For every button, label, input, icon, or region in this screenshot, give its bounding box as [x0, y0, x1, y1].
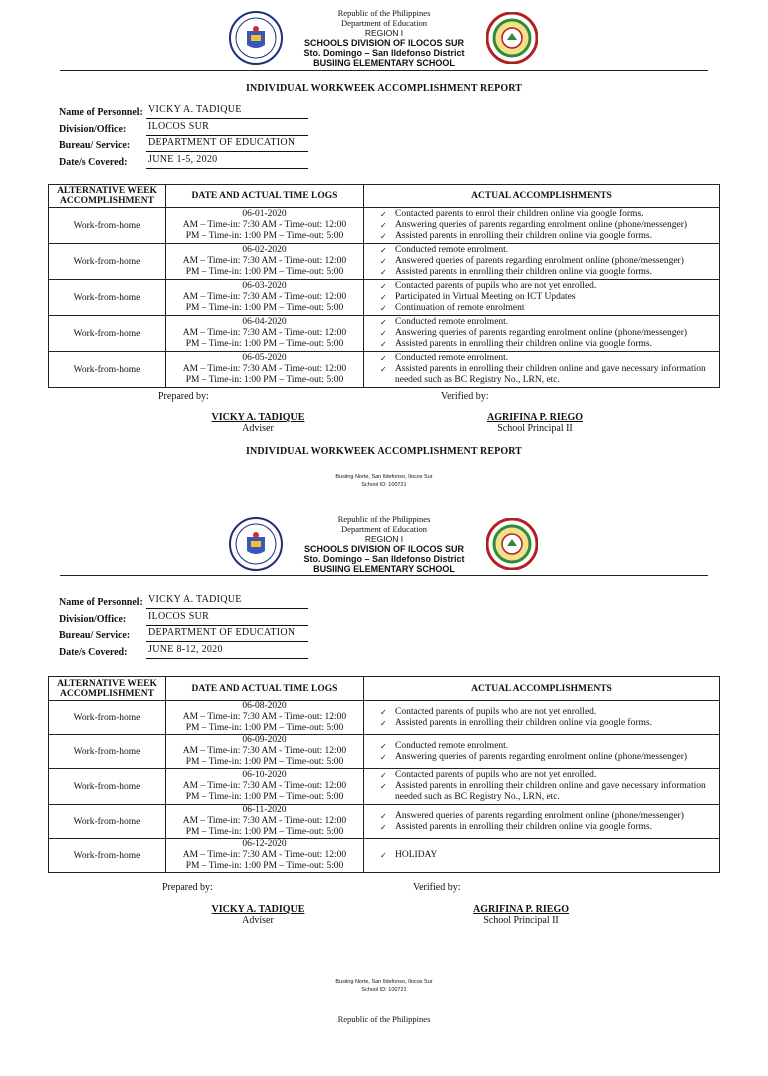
preparer-name: VICKY A. TADIQUE [211, 412, 305, 423]
report-title-repeat: INDIVIDUAL WORKWEEK ACCOMPLISHMENT REPORT [246, 446, 522, 457]
department-line: Department of Education [341, 18, 427, 28]
col-header-mode: ALTERNATIVE WEEK ACCOMPLISHMENT [49, 677, 166, 701]
pm-time-log: PM – Time-in: 1:00 PM – Time-out: 5:00 [185, 231, 344, 241]
accomplishment-item: ✓ Conducted remote enrolment. [380, 353, 719, 364]
work-mode-cell: Work-from-home [49, 316, 166, 352]
accomplishment-cell [364, 208, 720, 244]
time-log-cell [166, 316, 364, 352]
pm-time-log: PM – Time-in: 1:00 PM – Time-out: 5:00 [185, 827, 344, 837]
personnel-label: Name of Personnel: [59, 597, 143, 608]
log-date: 06-09-2020 [242, 735, 287, 745]
accomplishment-cell [364, 769, 720, 805]
accomplishment-item: ✓ Assisted parents in enrolling their children online and gave necessary information needed such as BC Registry No., LRN, etc. [380, 781, 719, 803]
accomplishment-item: ✓ Assisted parents in enrolling their children online via google forms. [380, 822, 719, 833]
work-mode-cell: Work-from-home [49, 280, 166, 316]
log-date: 06-04-2020 [242, 317, 287, 327]
preparer-name: VICKY A. TADIQUE [211, 904, 305, 915]
header-divider [60, 70, 708, 71]
log-date: 06-10-2020 [242, 770, 287, 780]
accomplishment-cell [364, 701, 720, 735]
dates-label: Date/s Covered: [59, 156, 128, 168]
verifier-role: School Principal II [483, 915, 559, 926]
letterhead [0, 514, 768, 576]
accomplishment-item: ✓ Assisted parents in enrolling their children online via google forms. [380, 231, 719, 242]
dates-label: Date/s Covered: [59, 646, 128, 658]
time-log-cell [166, 244, 364, 280]
preparer-role: Adviser [242, 915, 274, 926]
time-log-cell [166, 769, 364, 805]
accomplishment-item: ✓ Contacted parents of pupils who are not yet enrolled. [380, 707, 719, 718]
work-mode-cell: Work-from-home [49, 839, 166, 873]
work-mode-cell: Work-from-home [49, 769, 166, 805]
log-date: 06-11-2020 [242, 805, 287, 815]
accomplishment-item: ✓ Conducted remote enrolment. [380, 317, 719, 328]
work-mode-cell: Work-from-home [49, 805, 166, 839]
am-time-log: AM – Time-in: 7:30 AM - Time-out: 12:00 [182, 364, 347, 374]
log-date: 06-05-2020 [242, 353, 287, 363]
pm-time-log: PM – Time-in: 1:00 PM – Time-out: 5:00 [185, 757, 344, 767]
report-title: INDIVIDUAL WORKWEEK ACCOMPLISHMENT REPORT [246, 83, 522, 94]
personnel-info [59, 104, 319, 170]
report-page-3 [0, 1014, 768, 1076]
table-row [49, 316, 720, 352]
time-log-cell [166, 839, 364, 873]
verified-by-label: Verified by: [441, 391, 489, 402]
pm-time-log: PM – Time-in: 1:00 PM – Time-out: 5:00 [185, 375, 344, 385]
accomplishment-table [48, 184, 720, 388]
region-line: REGION I [364, 534, 404, 544]
time-log-cell [166, 701, 364, 735]
verified-by-label: Verified by: [413, 882, 461, 893]
department-line: Department of Education [341, 524, 427, 534]
time-log-cell [166, 805, 364, 839]
time-log-cell [166, 735, 364, 769]
accomplishment-table [48, 676, 720, 873]
col-header-accomplishments: ACTUAL ACCOMPLISHMENTS [364, 185, 720, 208]
col-header-mode: ALTERNATIVE WEEK ACCOMPLISHMENT [49, 185, 166, 208]
verifier-block [446, 904, 596, 926]
school-line: BUSIING ELEMENTARY SCHOOL [313, 58, 455, 68]
accomplishment-item: ✓ Assisted parents in enrolling their children online via google forms. [380, 718, 719, 729]
accomplishment-item: ✓ Assisted parents in enrolling their children online via google forms. [380, 339, 719, 350]
table-row [49, 244, 720, 280]
accomplishment-cell [364, 280, 720, 316]
district-line: Sto. Domingo – San Ildefonso District [303, 554, 465, 564]
preparer-block [200, 412, 316, 434]
letterhead [0, 1014, 768, 1076]
republic-line: Republic of the Philippines [337, 1014, 431, 1024]
accomplishment-cell [364, 735, 720, 769]
work-mode-cell: Work-from-home [49, 735, 166, 769]
prepared-by-label: Prepared by: [162, 882, 213, 893]
school-line: BUSIING ELEMENTARY SCHOOL [313, 564, 455, 574]
personnel-name: VICKY A. TADIQUE [146, 104, 308, 119]
footer-school-id: School ID: 100721 [361, 482, 407, 488]
table-body [49, 701, 720, 873]
district-line: Sto. Domingo – San Ildefonso District [303, 48, 465, 58]
col-header-logs: DATE AND ACTUAL TIME LOGS [166, 677, 364, 701]
footer-address: Busiing Norte, San Ildefonso, Ilocos Sur [335, 474, 433, 480]
region-line: REGION I [364, 28, 404, 38]
accomplishment-cell [364, 316, 720, 352]
work-mode-cell: Work-from-home [49, 352, 166, 388]
am-time-log: AM – Time-in: 7:30 AM - Time-out: 12:00 [182, 220, 347, 230]
preparer-block [200, 904, 316, 926]
table-row [49, 735, 720, 769]
pm-time-log: PM – Time-in: 1:00 PM – Time-out: 5:00 [185, 792, 344, 802]
division-value: ILOCOS SUR [146, 611, 308, 626]
accomplishment-cell [364, 244, 720, 280]
dates-value: JUNE 8-12, 2020 [146, 644, 308, 659]
division-value: ILOCOS SUR [146, 121, 308, 136]
am-time-log: AM – Time-in: 7:30 AM - Time-out: 12:00 [182, 850, 347, 860]
accomplishment-cell [364, 805, 720, 839]
division-label: Division/Office: [59, 123, 127, 135]
accomplishment-item: ✓ Contacted parents of pupils who are not yet enrolled. [380, 770, 719, 781]
table-row [49, 701, 720, 735]
accomplishment-item: ✓ Participated in Virtual Meeting on ICT Updates [380, 292, 719, 303]
republic-line: Republic of the Philippines [337, 514, 431, 524]
log-date: 06-01-2020 [242, 209, 287, 219]
work-mode-cell: Work-from-home [49, 208, 166, 244]
personnel-name: VICKY A. TADIQUE [146, 594, 308, 609]
accomplishment-item: ✓ Contacted parents to enrol their children online via google forms. [380, 209, 719, 220]
preparer-role: Adviser [242, 423, 274, 434]
page-footer [0, 473, 768, 489]
footer-school-id: School ID: 100721 [361, 987, 407, 993]
personnel-label: Name of Personnel: [59, 107, 143, 118]
letterhead [0, 8, 768, 70]
col-header-logs: DATE AND ACTUAL TIME LOGS [166, 185, 364, 208]
log-date: 06-03-2020 [242, 281, 287, 291]
accomplishment-item: ✓ Assisted parents in enrolling their children online via google forms. [380, 267, 719, 278]
pm-time-log: PM – Time-in: 1:00 PM – Time-out: 5:00 [185, 267, 344, 277]
work-mode-cell: Work-from-home [49, 701, 166, 735]
accomplishment-item: ✓ Conducted remote enrolment. [380, 741, 719, 752]
division-label: Division/Office: [59, 613, 127, 625]
accomplishment-cell [364, 839, 720, 873]
table-row [49, 769, 720, 805]
time-log-cell [166, 280, 364, 316]
am-time-log: AM – Time-in: 7:30 AM - Time-out: 12:00 [182, 781, 347, 791]
bureau-label: Bureau/ Service: [59, 140, 131, 151]
table-row [49, 839, 720, 873]
report-page-2 [0, 514, 768, 993]
footer-address: Busiing Norte, San Ildefonso, Ilocos Sur [335, 979, 433, 985]
division-line: SCHOOLS DIVISION OF ILOCOS SUR [303, 544, 464, 554]
pm-time-log: PM – Time-in: 1:00 PM – Time-out: 5:00 [185, 339, 344, 349]
accomplishment-item: ✓ Continuation of remote enrolment [380, 303, 719, 314]
pm-time-log: PM – Time-in: 1:00 PM – Time-out: 5:00 [185, 861, 344, 871]
col-header-accomplishments: ACTUAL ACCOMPLISHMENTS [364, 677, 720, 701]
am-time-log: AM – Time-in: 7:30 AM - Time-out: 12:00 [182, 816, 347, 826]
pm-time-log: PM – Time-in: 1:00 PM – Time-out: 5:00 [185, 723, 344, 733]
am-time-log: AM – Time-in: 7:30 AM - Time-out: 12:00 [182, 256, 347, 266]
table-body [49, 208, 720, 388]
table-row [49, 805, 720, 839]
personnel-info [59, 594, 319, 660]
am-time-log: AM – Time-in: 7:30 AM - Time-out: 12:00 [182, 292, 347, 302]
pm-time-log: PM – Time-in: 1:00 PM – Time-out: 5:00 [185, 303, 344, 313]
table-row [49, 208, 720, 244]
accomplishment-item: ✓ HOLIDAY [380, 850, 719, 861]
page-footer [0, 978, 768, 994]
accomplishment-item: ✓ Contacted parents of pupils who are not yet enrolled. [380, 281, 719, 292]
accomplishment-item: ✓ Answering queries of parents regarding enrolment online (phone/messenger) [380, 752, 719, 763]
log-date: 06-08-2020 [242, 701, 287, 711]
accomplishment-item: ✓ Assisted parents in enrolling their children online and gave necessary information needed such as BC Registry No., LRN, etc. [380, 364, 719, 386]
header-divider [60, 575, 708, 576]
am-time-log: AM – Time-in: 7:30 AM - Time-out: 12:00 [182, 328, 347, 338]
accomplishment-item: ✓ Answered queries of parents regarding enrolment online (phone/messenger) [380, 256, 719, 267]
prepared-by-label: Prepared by: [158, 391, 209, 402]
accomplishment-item: ✓ Answering queries of parents regarding enrolment online (phone/messenger) [380, 220, 719, 231]
table-row [49, 280, 720, 316]
division-line: SCHOOLS DIVISION OF ILOCOS SUR [303, 38, 464, 48]
time-log-cell [166, 208, 364, 244]
table-row [49, 352, 720, 388]
accomplishment-item: ✓ Conducted remote enrolment. [380, 245, 719, 256]
time-log-cell [166, 352, 364, 388]
report-page-1 [0, 8, 768, 488]
am-time-log: AM – Time-in: 7:30 AM - Time-out: 12:00 [182, 712, 347, 722]
accomplishment-item: ✓ Answering queries of parents regarding enrolment online (phone/messenger) [380, 328, 719, 339]
accomplishment-cell [364, 352, 720, 388]
verifier-name: AGRIFINA P. RIEGO [472, 904, 570, 915]
republic-line: Republic of the Philippines [337, 8, 431, 18]
bureau-value: DEPARTMENT OF EDUCATION [146, 627, 308, 642]
accomplishment-item: ✓ Answered queries of parents regarding enrolment online (phone/messenger) [380, 811, 719, 822]
bureau-label: Bureau/ Service: [59, 630, 131, 641]
log-date: 06-12-2020 [242, 839, 287, 849]
verifier-block [460, 412, 610, 434]
log-date: 06-02-2020 [242, 245, 287, 255]
work-mode-cell: Work-from-home [49, 244, 166, 280]
dates-value: JUNE 1-5, 2020 [146, 154, 308, 169]
verifier-role: School Principal II [497, 423, 573, 434]
am-time-log: AM – Time-in: 7:30 AM - Time-out: 12:00 [182, 746, 347, 756]
verifier-name: AGRIFINA P. RIEGO [486, 412, 584, 423]
bureau-value: DEPARTMENT OF EDUCATION [146, 137, 308, 152]
